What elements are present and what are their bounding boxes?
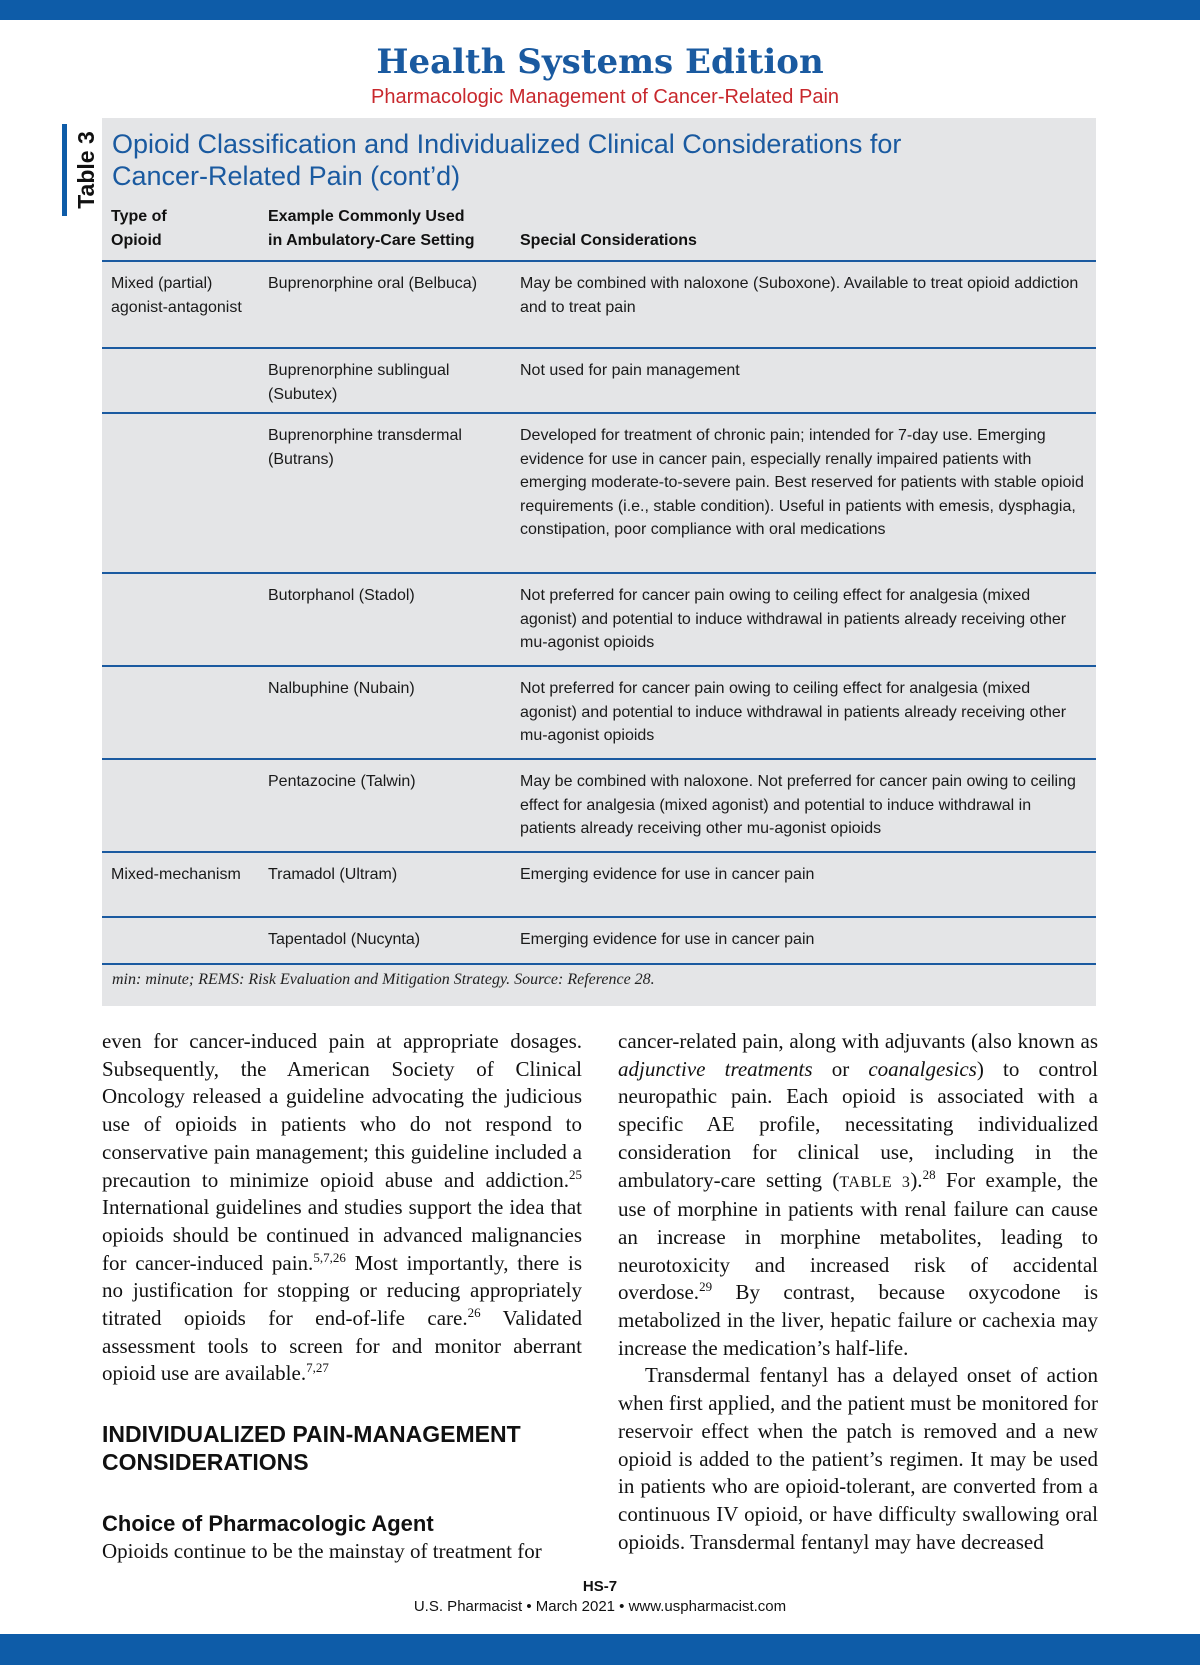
- section-heading: INDIVIDUALIZED PAIN-MANAGEMENT CONSIDERATIONS: [102, 1421, 521, 1476]
- publication-title: Health Systems Edition: [376, 42, 824, 82]
- citation: 26: [467, 1305, 481, 1321]
- cell-considerations: Not used for pain management: [520, 362, 740, 379]
- cell-example: Tapentadol (Nucynta): [268, 931, 421, 948]
- table-row: [102, 572, 1096, 666]
- body-paragraph: even for cancer-induced pain at appropriate dosages. Subsequently, the American Society of Clinical Oncology released a guideline advocating the judicious use of opioids in patients who do not respond to conservative pain management; this guideline included a precaution to minimize opioid abuse and addiction.$^{25}$ International guidelines and studies support the idea that opioids should be continued in advanced malignancies for cancer-induced pain.$^{5,7,26}$ Most importantly, there is no justification for stopping or reducing appropriately titrated opioids for end-of-life care.$^{26}$ Validated assessment tools to screen for and monitor aberrant opioid use are available.$^{7,27}$: [102, 1029, 583, 1386]
- table-row: [102, 665, 1096, 759]
- page-number: HS-7: [582, 1578, 618, 1595]
- table-row: [102, 851, 1096, 917]
- subsection-heading: Choice of Pharmacologic Agent: [102, 1511, 434, 1537]
- table-caption: [112, 128, 1012, 192]
- citation: 29: [699, 1279, 713, 1295]
- right-column: [618, 1028, 1098, 1556]
- table-caption-line1: Opioid Classification and Individualized Clinical Considerations for: [112, 129, 902, 159]
- table-label-bar: [62, 124, 67, 216]
- citation: 7,27: [306, 1360, 329, 1376]
- cell-considerations: Emerging evidence for use in cancer pain: [520, 931, 815, 948]
- cell-considerations: Not preferred for cancer pain owing to ceiling effect for analgesia (mixed agonist) and potential to induce withdrawal in patients already receiving other mu-agonist opioids: [520, 587, 1067, 651]
- cell-example: Nalbuphine (Nubain): [268, 680, 415, 697]
- table-row: [102, 260, 1096, 347]
- article-title: Pharmacologic Management of Cancer-Related Pain: [370, 86, 840, 108]
- cell-considerations: Emerging evidence for use in cancer pain: [520, 866, 815, 883]
- table-label-text: Table 3: [73, 131, 99, 209]
- table-label: [58, 124, 99, 216]
- citation: 5,7,26: [313, 1249, 346, 1265]
- cell-example: Butorphanol (Stadol): [268, 587, 415, 604]
- body-paragraph: Transdermal fentanyl has a delayed onset of action when first applied, and the patient must be monitored for reservoir effect when the patch is removed and a new opioid is added to the patient’s regimen. It may be used in patients who are opioid-tolerant, are converted from a continuous IV opioid, or have difficulty swallowing oral opioids. Transdermal fentanyl may have decreased: [618, 1363, 1098, 1554]
- citation: 25: [569, 1166, 582, 1182]
- masthead: [0, 40, 1200, 110]
- header-example: Example Commonly Used in Ambulatory-Care Setting: [268, 208, 475, 249]
- cell-type: Mixed-mechanism: [111, 866, 241, 883]
- top-color-band: [0, 0, 1200, 20]
- cell-example: Buprenorphine transdermal (Butrans): [268, 427, 462, 468]
- header-special-considerations: Special Considerations: [520, 232, 697, 249]
- body-paragraph: cancer-related pain, along with adjuvants (also known as adjunctive treatments or coanalgesics) to control neuropathic pain. Each opioid is associated with a specific AE profile, necessitating individualized consideration for clinical use, including in the ambulatory-care setting (TABLE 3).$^{28}$ For example, the use of morphine in patients with renal failure can cause an increase in morphine metabolites, leading to neurotoxicity and increased risk of accidental overdose.$^{29}$ By contrast, because oxycodone is metabolized in the liver, hepatic failure or cachexia may increase the medication’s half-life.: [618, 1029, 1098, 1360]
- cell-considerations: May be combined with naloxone. Not preferred for cancer pain owing to ceiling effect for analgesia (mixed agonist) and potential to induce withdrawal in patients already receiving other mu-agonist opioids: [520, 773, 1076, 837]
- cell-considerations: Not preferred for cancer pain owing to ceiling effect for analgesia (mixed agonist) and potential to induce withdrawal in patients already receiving other mu-agonist opioids: [520, 680, 1067, 744]
- cell-example: Buprenorphine sublingual (Subutex): [268, 362, 450, 403]
- table-row: [102, 758, 1096, 852]
- cell-considerations: May be combined with naloxone (Suboxone). Available to treat opioid addiction and to treat pain: [520, 275, 1079, 316]
- body-paragraph: Opioids continue to be the mainstay of treatment for: [102, 1539, 542, 1564]
- table-row: [102, 347, 1096, 412]
- table-row: [102, 916, 1096, 964]
- cell-example: Pentazocine (Talwin): [268, 773, 416, 790]
- cell-considerations: Developed for treatment of chronic pain; intended for 7-day use. Emerging evidence for use in cancer pain, especially renally impaired patients with emerging moderate-to-severe pain. Best reserved for patients with stable opioid requirements (i.e., stable condition). Useful in patients with emesis, dysphagia, constipation, poor compliance with oral medications: [520, 427, 1084, 538]
- table-caption-line2: Cancer-Related Pain (cont’d): [112, 161, 461, 191]
- publication-source: U.S. Pharmacist • March 2021 • www.uspharmacist.com: [413, 1598, 787, 1615]
- table-footnote: min: minute; REMS: Risk Evaluation and Mitigation Strategy. Source: Reference 28.: [112, 971, 655, 988]
- page-footer: [0, 1577, 1200, 1617]
- bottom-color-band: [0, 1634, 1200, 1665]
- table-row: [102, 412, 1096, 572]
- cell-example: Tramadol (Ultram): [268, 866, 398, 883]
- table-footnote-row: [102, 963, 1096, 988]
- left-column: [102, 1028, 582, 1566]
- header-type-of-opioid: Type of Opioid: [111, 208, 167, 249]
- citation: 28: [922, 1166, 936, 1182]
- cell-type: Mixed (partial) agonist-antagonist: [111, 275, 242, 316]
- cell-example: Buprenorphine oral (Belbuca): [268, 275, 478, 292]
- table-reference: TABLE 3: [839, 1173, 911, 1191]
